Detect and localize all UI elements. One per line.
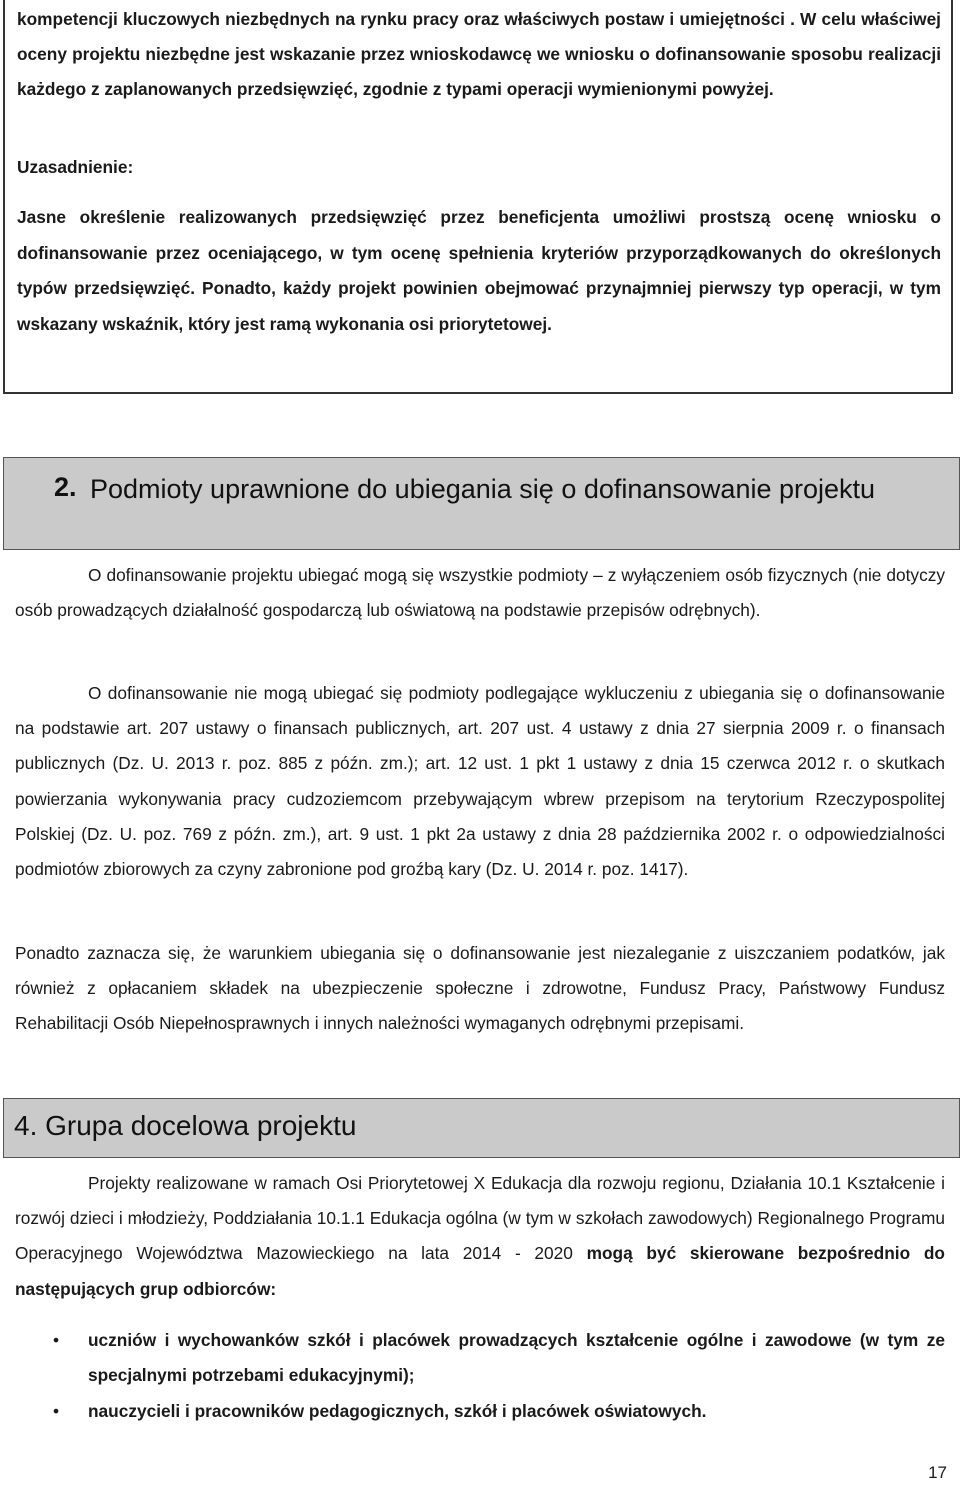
section-4-intro-bold: mogą być skierowane bezpośrednio do następujących grup odbiorców: xyxy=(15,1243,945,1299)
section-2-paragraph: O dofinansowanie nie mogą ubiegać się podmioty podlegające wykluczeniu z ubiegania się o dofinansowanie na podstawie art. 207 ustawy o finansach publicznych, art. 207 ust. 4 ustawy z dnia 27 sierpnia 2009 r. o finansach publicznych (Dz. U. 2013 r. poz. 885 z późn. zm.); art. 12 ust. 1 pkt 1 ustawy z dnia 15 czerwca 2012 r. o skutkach powierzania wykonywania pracy cudzoziemcom przebywającym wbrew przepisom na terytorium Rzeczypospolitej Polskiej (Dz. U. poz. 769 z późn. zm.), art. 9 ust. 1 pkt 2a ustawy z dnia 28 października 2002 r. o odpowiedzialności podmiotów zbiorowych za czyny zabronione pod groźbą kary (Dz. U. 2014 r. poz. 1417). xyxy=(15,683,945,880)
bullet-icon: • xyxy=(53,1330,60,1350)
section-2-paragraph: O dofinansowanie projektu ubiegać mogą się wszystkie podmioty – z wyłączeniem osób fizycznych (nie dotyczy osób prowadzących działalność gospodarczą lub oświatową na podstawie przepisów odrębnych). xyxy=(15,565,945,621)
section-4-intro-text: Projekty realizowane w ramach Osi Priorytetowej X Edukacja dla rozwoju regionu, Działania 10.1 Kształcenie i rozwój dzieci i młodzieży, Poddziałania 10.1.1 Edukacja ogólna (w tym w szkołach zawodowych) Regionalnego Programu Operacyjnego Województwa Mazowieckiego na lata 2014 - 2020 xyxy=(15,1173,945,1264)
box-lead-text: kompetencji kluczowych niezbędnych na rynku pracy oraz właściwych postaw i umiejętności . W celu właściwej oceny projektu niezbędne jest wskazanie przez wnioskodawcę we wniosku o dofinansowanie sposobu realizacji każdego z zaplanowanych przedsięwzięć, zgodnie z typami operacji wymienionymi powyżej. xyxy=(17,9,941,99)
bullet-icon: • xyxy=(53,1401,60,1422)
justification-text: Jasne określenie realizowanych przedsięwzięć przez beneficjenta umożliwi prostszą ocenę wniosku o dofinansowanie przez oceniającego, w tym ocenę spełnienia kryteriów przyporządkowanych do określonych typów przedsięwzięć. Ponadto, każdy projekt powinien obejmować przynajmniej pierwszy typ operacji, w tym wskazany wskaźnik, który jest ramą wykonania osi priorytetowej. xyxy=(17,207,941,334)
section-2-number: 2. xyxy=(54,472,77,502)
section-2-title: Podmioty uprawnione do ubiegania się o dofinansowanie projektu xyxy=(90,474,876,504)
section-4-intro xyxy=(15,1166,945,1307)
list-item-text: uczniów i wychowanków szkół i placówek prowadzących kształcenie ogólne i zawodowe (w tym ze specjalnymi potrzebami edukacyjnymi); xyxy=(88,1330,945,1386)
justification-box xyxy=(3,0,953,394)
list-item xyxy=(15,1323,945,1393)
target-group-list xyxy=(15,1323,945,1430)
section-2-heading xyxy=(3,457,960,550)
justification-heading: Uzasadnienie: xyxy=(17,157,134,177)
section-4-heading xyxy=(3,1098,960,1158)
section-4-title: 4. Grupa docelowa projektu xyxy=(14,1110,357,1141)
section-2-paragraph: Ponadto zaznacza się, że warunkiem ubiegania się o dofinansowanie jest niezaleganie z uiszczaniem podatków, jak również z opłacaniem składek na ubezpieczenie społeczne i zdrowotne, Fundusz Pracy, Państwowy Fundusz Rehabilitacji Osób Niepełnosprawnych i innych należności wymaganych odrębnymi przepisami. xyxy=(15,943,945,1034)
page-number: 17 xyxy=(928,1463,947,1482)
list-item-text: nauczycieli i pracowników pedagogicznych, szkół i placówek oświatowych. xyxy=(88,1401,707,1422)
list-item xyxy=(15,1394,945,1429)
